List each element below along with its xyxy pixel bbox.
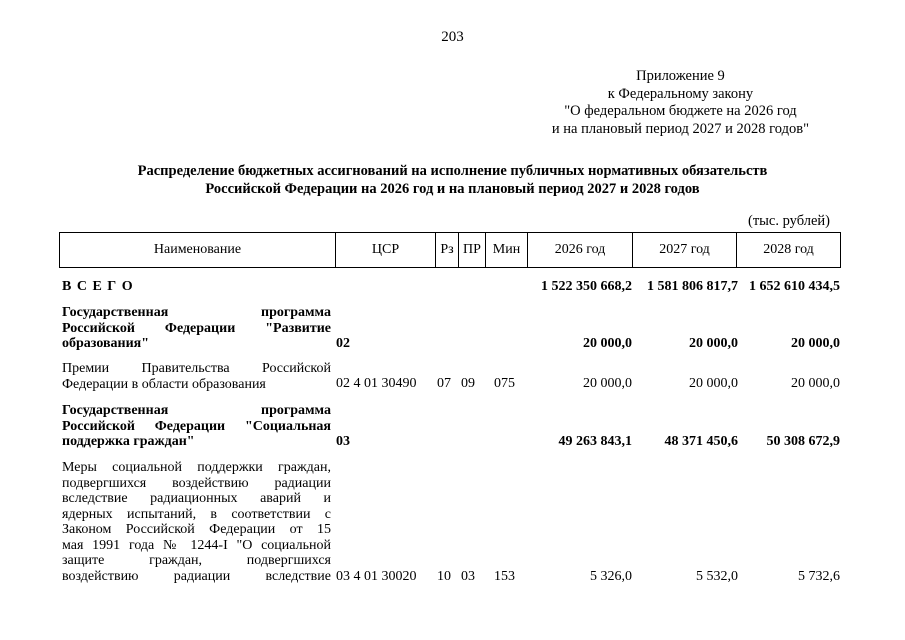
table-header xyxy=(59,232,841,268)
appendix-header xyxy=(552,68,809,138)
row-name: В С Е Г О xyxy=(62,279,134,294)
row-pr: 03 xyxy=(461,569,475,584)
appendix-line: и на плановый период 2027 и 2028 годов" xyxy=(551,120,809,137)
row-value-2028: 5 732,6 xyxy=(798,569,840,584)
row-value-2027: 5 532,0 xyxy=(696,569,738,584)
page-number: 203 xyxy=(441,29,464,45)
row-name-line: Федерации в области образования xyxy=(62,376,266,392)
row-name-line: образования" xyxy=(62,336,150,351)
row-name-line: мая 1991 года № 1244-I "О социальной xyxy=(62,537,331,553)
column-header-pr: ПР xyxy=(459,233,486,268)
row-name-line: вследствие радиационных аварий и xyxy=(62,491,331,506)
row-name xyxy=(62,460,331,584)
column-header-min: Мин xyxy=(486,233,528,268)
row-value-2028: 1 652 610 434,5 xyxy=(749,279,840,294)
row-name-line: Меры социальной поддержки граждан, xyxy=(62,460,331,475)
column-header-name: Наименование xyxy=(60,233,336,268)
row-name-line: ядерных испытаний, в соответствии с xyxy=(62,506,331,522)
row-value-2028: 50 308 672,9 xyxy=(766,434,840,449)
row-value-2026: 49 263 843,1 xyxy=(558,434,632,449)
row-value-2027: 20 000,0 xyxy=(689,336,738,351)
row-value-2027: 1 581 806 817,7 xyxy=(647,279,738,294)
row-value-2026: 20 000,0 xyxy=(583,376,632,391)
row-name-line: Государственная программа xyxy=(62,305,331,320)
row-name xyxy=(62,361,331,392)
row-name xyxy=(62,403,331,450)
row-name-line: Государственная программа xyxy=(62,403,331,418)
appendix-line: к Федеральному закону xyxy=(607,85,754,102)
row-value-2026: 1 522 350 668,2 xyxy=(541,279,632,294)
row-name xyxy=(62,305,331,352)
appendix-line: "О федеральном бюджете на 2026 год xyxy=(564,103,797,119)
row-name-line: Премии Правительства Российской xyxy=(62,361,331,376)
row-csr: 02 xyxy=(336,336,350,351)
row-csr: 03 4 01 30020 xyxy=(336,569,417,584)
row-csr: 03 xyxy=(336,434,350,449)
row-value-2028: 20 000,0 xyxy=(791,336,840,351)
row-value-2027: 48 371 450,6 xyxy=(664,434,738,449)
document-title xyxy=(0,162,905,198)
column-header-2027: 2027 год xyxy=(633,233,737,268)
title-line: Российской Федерации на 2026 год и на плановый период 2027 и 2028 годов xyxy=(205,181,700,197)
row-rz: 10 xyxy=(437,569,451,584)
row-name-line: Законом Российской Федерации от 15 xyxy=(62,522,331,537)
row-name-line: Российской Федерации "Социальная xyxy=(62,418,331,434)
units-label: (тыс. рублей) xyxy=(748,213,830,229)
column-header-csr: ЦСР xyxy=(336,233,436,268)
row-name-line: воздействию радиации вследствие xyxy=(62,568,331,584)
column-header-2026: 2026 год xyxy=(528,233,633,268)
row-value-2026: 5 326,0 xyxy=(590,569,632,584)
column-header-2028: 2028 год xyxy=(737,233,841,268)
row-pr: 09 xyxy=(461,376,475,391)
title-line: Распределение бюджетных ассигнований на исполнение публичных нормативных обязательств xyxy=(137,163,768,179)
row-csr: 02 4 01 30490 xyxy=(336,376,417,391)
row-name-line: защите граждан, подвергшихся xyxy=(62,553,331,568)
row-min: 075 xyxy=(494,376,515,391)
row-value-2028: 20 000,0 xyxy=(791,376,840,391)
row-name-line: поддержка граждан" xyxy=(62,434,195,449)
row-name-line: Российской Федерации "Развитие xyxy=(62,320,331,336)
row-min: 153 xyxy=(494,569,515,584)
row-value-2027: 20 000,0 xyxy=(689,376,738,391)
row-value-2026: 20 000,0 xyxy=(583,336,632,351)
appendix-line: Приложение 9 xyxy=(636,68,725,84)
row-name-line: подвергшихся воздействию радиации xyxy=(62,475,331,491)
row-rz: 07 xyxy=(437,376,451,391)
column-header-rz: Рз xyxy=(436,233,459,268)
